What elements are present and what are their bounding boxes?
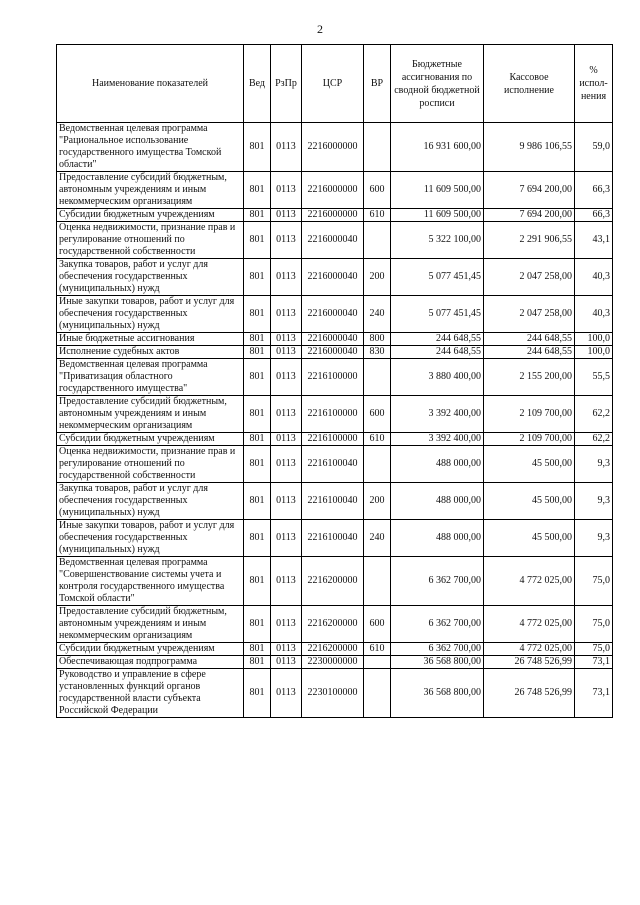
row-rzpr-cell: 0113: [271, 296, 302, 333]
row-percent-cell: 62,2: [575, 396, 613, 433]
row-name-cell: Руководство и управление в сфере установленных функций органов государственной власти субъекта Российской Федерации: [57, 669, 244, 718]
column-header-vr: ВР: [364, 45, 391, 123]
row-budget-cell: 6 362 700,00: [391, 557, 484, 606]
row-rzpr-cell: 0113: [271, 483, 302, 520]
row-csr-cell: 2216000000: [302, 172, 364, 209]
row-name-cell: Обеспечивающая подпрограмма: [57, 656, 244, 669]
row-percent-cell: 100,0: [575, 333, 613, 346]
row-percent-cell: 100,0: [575, 346, 613, 359]
row-rzpr-cell: 0113: [271, 359, 302, 396]
row-ved-cell: 801: [244, 396, 271, 433]
row-vr-cell: 800: [364, 333, 391, 346]
column-header-ved: Вед: [244, 45, 271, 123]
row-percent-cell: 75,0: [575, 643, 613, 656]
row-csr-cell: 2216000000: [302, 123, 364, 172]
row-ved-cell: 801: [244, 209, 271, 222]
row-csr-cell: 2216000040: [302, 222, 364, 259]
row-name-cell: Иные бюджетные ассигнования: [57, 333, 244, 346]
row-rzpr-cell: 0113: [271, 259, 302, 296]
row-cash-cell: 4 772 025,00: [484, 606, 575, 643]
row-csr-cell: 2216100040: [302, 520, 364, 557]
row-vr-cell: [364, 656, 391, 669]
row-percent-cell: 40,3: [575, 296, 613, 333]
table-row: [57, 656, 613, 669]
row-name-cell: Закупка товаров, работ и услуг для обеспечения государственных (муниципальных) нужд: [57, 483, 244, 520]
row-rzpr-cell: 0113: [271, 557, 302, 606]
row-cash-cell: 26 748 526,99: [484, 669, 575, 718]
row-percent-cell: 75,0: [575, 557, 613, 606]
row-cash-cell: 45 500,00: [484, 446, 575, 483]
row-budget-cell: 244 648,55: [391, 333, 484, 346]
row-name-cell: Иные закупки товаров, работ и услуг для обеспечения государственных (муниципальных) нужд: [57, 520, 244, 557]
row-ved-cell: 801: [244, 333, 271, 346]
column-header-budget: Бюджетные ассигнования по сводной бюджетной росписи: [391, 45, 484, 123]
row-cash-cell: 9 986 106,55: [484, 123, 575, 172]
row-name-cell: Оценка недвижимости, признание прав и регулирование отношений по государственной собственности: [57, 222, 244, 259]
row-vr-cell: 610: [364, 643, 391, 656]
row-rzpr-cell: 0113: [271, 172, 302, 209]
row-ved-cell: 801: [244, 123, 271, 172]
row-vr-cell: [364, 123, 391, 172]
row-vr-cell: 240: [364, 520, 391, 557]
row-percent-cell: 9,3: [575, 520, 613, 557]
table-row: [57, 359, 613, 396]
row-cash-cell: 2 047 258,00: [484, 296, 575, 333]
row-cash-cell: 7 694 200,00: [484, 172, 575, 209]
row-csr-cell: 2216100040: [302, 483, 364, 520]
row-name-cell: Ведомственная целевая программа "Рациональное использование государственного имущества Томской области": [57, 123, 244, 172]
row-cash-cell: 45 500,00: [484, 483, 575, 520]
row-vr-cell: 200: [364, 483, 391, 520]
row-rzpr-cell: 0113: [271, 346, 302, 359]
row-cash-cell: 26 748 526,99: [484, 656, 575, 669]
row-cash-cell: 2 155 200,00: [484, 359, 575, 396]
row-ved-cell: 801: [244, 433, 271, 446]
table-row: [57, 346, 613, 359]
table-row: [57, 259, 613, 296]
row-budget-cell: 6 362 700,00: [391, 606, 484, 643]
row-vr-cell: 200: [364, 259, 391, 296]
table-row: [57, 333, 613, 346]
row-cash-cell: 2 109 700,00: [484, 396, 575, 433]
row-ved-cell: 801: [244, 520, 271, 557]
row-rzpr-cell: 0113: [271, 433, 302, 446]
row-name-cell: Предоставление субсидий бюджетным, автономным учреждениям и иным некоммерческим организациям: [57, 172, 244, 209]
row-name-cell: Закупка товаров, работ и услуг для обеспечения государственных (муниципальных) нужд: [57, 259, 244, 296]
row-budget-cell: 5 322 100,00: [391, 222, 484, 259]
row-budget-cell: 36 568 800,00: [391, 656, 484, 669]
row-cash-cell: 244 648,55: [484, 333, 575, 346]
row-csr-cell: 2216100000: [302, 433, 364, 446]
row-ved-cell: 801: [244, 483, 271, 520]
table-row: [57, 396, 613, 433]
row-rzpr-cell: 0113: [271, 209, 302, 222]
row-csr-cell: 2216200000: [302, 606, 364, 643]
row-budget-cell: 16 931 600,00: [391, 123, 484, 172]
row-rzpr-cell: 0113: [271, 606, 302, 643]
row-name-cell: Ведомственная целевая программа "Приватизация областного государственного имущества": [57, 359, 244, 396]
row-budget-cell: 5 077 451,45: [391, 259, 484, 296]
row-budget-cell: 244 648,55: [391, 346, 484, 359]
table-row: [57, 483, 613, 520]
row-cash-cell: 2 047 258,00: [484, 259, 575, 296]
row-csr-cell: 2216200000: [302, 643, 364, 656]
row-vr-cell: [364, 222, 391, 259]
row-vr-cell: [364, 359, 391, 396]
column-header-csr: ЦСР: [302, 45, 364, 123]
row-cash-cell: 2 109 700,00: [484, 433, 575, 446]
row-name-cell: Субсидии бюджетным учреждениям: [57, 209, 244, 222]
row-cash-cell: 7 694 200,00: [484, 209, 575, 222]
row-budget-cell: 36 568 800,00: [391, 669, 484, 718]
row-rzpr-cell: 0113: [271, 123, 302, 172]
table-body: [57, 123, 613, 718]
table-row: [57, 669, 613, 718]
row-rzpr-cell: 0113: [271, 396, 302, 433]
row-vr-cell: 600: [364, 396, 391, 433]
row-cash-cell: 4 772 025,00: [484, 643, 575, 656]
column-header-percent: % испол-нения: [575, 45, 613, 123]
row-budget-cell: 11 609 500,00: [391, 209, 484, 222]
row-ved-cell: 801: [244, 669, 271, 718]
row-vr-cell: 240: [364, 296, 391, 333]
row-vr-cell: 610: [364, 433, 391, 446]
row-name-cell: Иные закупки товаров, работ и услуг для обеспечения государственных (муниципальных) нужд: [57, 296, 244, 333]
row-rzpr-cell: 0113: [271, 222, 302, 259]
row-cash-cell: 4 772 025,00: [484, 557, 575, 606]
row-vr-cell: 830: [364, 346, 391, 359]
row-ved-cell: 801: [244, 446, 271, 483]
table-row: [57, 446, 613, 483]
row-budget-cell: 3 392 400,00: [391, 433, 484, 446]
column-header-rzpr: РзПр: [271, 45, 302, 123]
row-name-cell: Оценка недвижимости, признание прав и регулирование отношений по государственной собственности: [57, 446, 244, 483]
row-cash-cell: 244 648,55: [484, 346, 575, 359]
row-vr-cell: [364, 669, 391, 718]
row-ved-cell: 801: [244, 359, 271, 396]
table-row: [57, 557, 613, 606]
row-ved-cell: 801: [244, 346, 271, 359]
row-name-cell: Исполнение судебных актов: [57, 346, 244, 359]
row-ved-cell: 801: [244, 643, 271, 656]
row-ved-cell: 801: [244, 172, 271, 209]
table-header-row: [57, 45, 613, 123]
row-percent-cell: 9,3: [575, 446, 613, 483]
row-budget-cell: 488 000,00: [391, 520, 484, 557]
row-percent-cell: 66,3: [575, 172, 613, 209]
row-csr-cell: 2230000000: [302, 656, 364, 669]
row-percent-cell: 73,1: [575, 656, 613, 669]
row-budget-cell: 5 077 451,45: [391, 296, 484, 333]
table-row: [57, 222, 613, 259]
row-percent-cell: 55,5: [575, 359, 613, 396]
row-percent-cell: 75,0: [575, 606, 613, 643]
row-vr-cell: [364, 557, 391, 606]
table-row: [57, 172, 613, 209]
row-vr-cell: 600: [364, 606, 391, 643]
row-percent-cell: 40,3: [575, 259, 613, 296]
row-rzpr-cell: 0113: [271, 669, 302, 718]
row-percent-cell: 62,2: [575, 433, 613, 446]
row-ved-cell: 801: [244, 296, 271, 333]
row-rzpr-cell: 0113: [271, 446, 302, 483]
row-ved-cell: 801: [244, 259, 271, 296]
row-csr-cell: 2216100040: [302, 446, 364, 483]
row-rzpr-cell: 0113: [271, 643, 302, 656]
row-budget-cell: 3 880 400,00: [391, 359, 484, 396]
row-budget-cell: 11 609 500,00: [391, 172, 484, 209]
row-ved-cell: 801: [244, 656, 271, 669]
row-rzpr-cell: 0113: [271, 520, 302, 557]
row-csr-cell: 2216000040: [302, 296, 364, 333]
row-percent-cell: 9,3: [575, 483, 613, 520]
row-percent-cell: 43,1: [575, 222, 613, 259]
row-name-cell: Субсидии бюджетным учреждениям: [57, 643, 244, 656]
row-csr-cell: 2216000040: [302, 333, 364, 346]
row-percent-cell: 66,3: [575, 209, 613, 222]
table-row: [57, 643, 613, 656]
row-percent-cell: 73,1: [575, 669, 613, 718]
row-csr-cell: 2216100000: [302, 359, 364, 396]
column-header-cash: Кассовое исполнение: [484, 45, 575, 123]
row-budget-cell: 488 000,00: [391, 446, 484, 483]
budget-execution-table: [56, 44, 613, 718]
row-csr-cell: 2216200000: [302, 557, 364, 606]
row-name-cell: Предоставление субсидий бюджетным, автономным учреждениям и иным некоммерческим организациям: [57, 606, 244, 643]
row-name-cell: Субсидии бюджетным учреждениям: [57, 433, 244, 446]
row-name-cell: Ведомственная целевая программа "Совершенствование системы учета и контроля государственного имущества Томской области": [57, 557, 244, 606]
row-cash-cell: 2 291 906,55: [484, 222, 575, 259]
table-row: [57, 209, 613, 222]
row-budget-cell: 488 000,00: [391, 483, 484, 520]
row-name-cell: Предоставление субсидий бюджетным, автономным учреждениям и иным некоммерческим организациям: [57, 396, 244, 433]
row-budget-cell: 3 392 400,00: [391, 396, 484, 433]
table-row: [57, 433, 613, 446]
row-csr-cell: 2216000000: [302, 209, 364, 222]
row-ved-cell: 801: [244, 606, 271, 643]
row-rzpr-cell: 0113: [271, 656, 302, 669]
row-csr-cell: 2216000040: [302, 346, 364, 359]
table-row: [57, 606, 613, 643]
table-row: [57, 520, 613, 557]
row-csr-cell: 2230100000: [302, 669, 364, 718]
row-ved-cell: 801: [244, 222, 271, 259]
row-csr-cell: 2216100000: [302, 396, 364, 433]
table-row: [57, 123, 613, 172]
row-ved-cell: 801: [244, 557, 271, 606]
row-csr-cell: 2216000040: [302, 259, 364, 296]
page-number: 2: [317, 22, 323, 36]
row-vr-cell: 600: [364, 172, 391, 209]
row-rzpr-cell: 0113: [271, 333, 302, 346]
row-percent-cell: 59,0: [575, 123, 613, 172]
column-header-name: Наименование показателей: [57, 45, 244, 123]
row-cash-cell: 45 500,00: [484, 520, 575, 557]
table-row: [57, 296, 613, 333]
row-budget-cell: 6 362 700,00: [391, 643, 484, 656]
row-vr-cell: [364, 446, 391, 483]
row-vr-cell: 610: [364, 209, 391, 222]
